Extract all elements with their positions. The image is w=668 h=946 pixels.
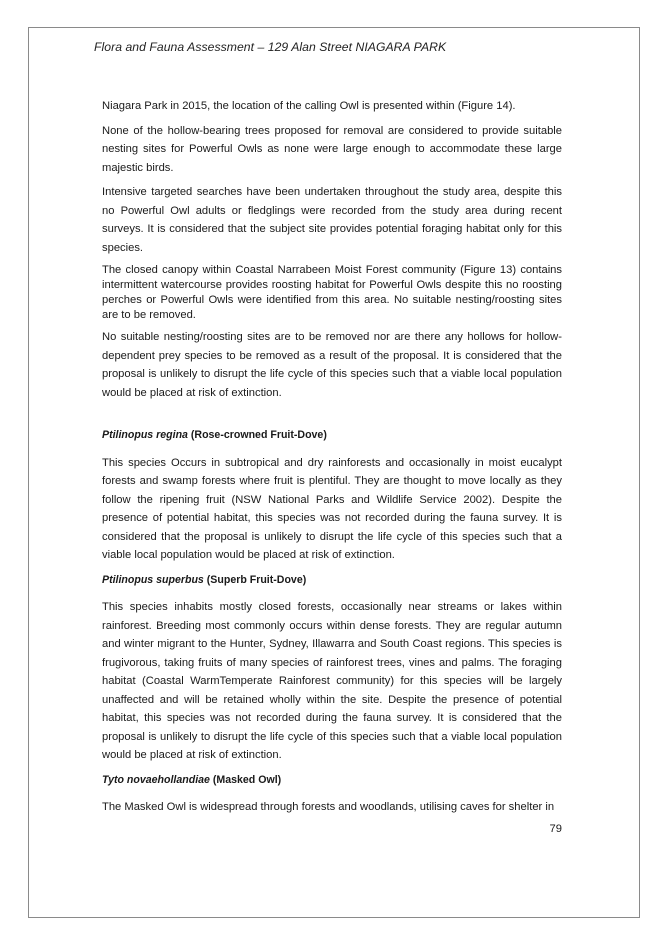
species-common-name: (Masked Owl) — [212, 773, 282, 786]
document-body — [102, 97, 562, 823]
document-header: Flora and Fauna Assessment – 129 Alan Street NIAGARA PARK — [94, 40, 447, 54]
body-paragraph: No suitable nesting/roosting sites are to be removed nor are there any hollows for hollow-dependent prey species to be removed as a result of the proposal. It is considered that the proposal is unlikely to disrupt the life cycle of this species such that a viable local population would be placed at risk of extinction. — [102, 331, 562, 399]
species-paragraph: This species inhabits mostly closed forests, occasionally near streams or lakes within rainforest. Breeding most commonly occurs within dense forests. They are regular autumn and winter migrant to the Hunter, Sydney, Illawarra and South Coast regions. This species is frugivorous, taking fruits of many species of rainforest trees, vines and palms. The foraging habitat (Coastal WarmTemperate Rainforest community) for this species will be largely unaffected and will be retained wholly within the site. Despite the presence of potential habitat, this species was not recorded during the fauna survey. It is considered that the proposal is unlikely to disrupt the life cycle of this species such that a viable local population would be placed at risk of extinction. — [102, 601, 562, 761]
body-paragraph: Niagara Park in 2015, the location of the calling Owl is presented within (Figure 14). — [102, 100, 516, 112]
body-paragraph: Intensive targeted searches have been undertaken throughout the study area, despite this no Powerful Owl adults or fledglings were recorded from the study area during recent surveys. It is considered that the subject site provides potential foraging habitat only for this species. — [102, 186, 562, 254]
page-number: 79 — [549, 823, 562, 835]
species-heading-superb-fruit-dove — [102, 571, 562, 590]
species-heading-rose-crowned-fruit-dove — [102, 426, 562, 445]
species-paragraph: This species Occurs in subtropical and dry rainforests and occasionally in moist eucalypt forests and swamp forests where fruit is plentiful. They are thought to move locally as they follow the ripening fruit (NSW National Parks and Wildlife Service 2002). Despite the presence of potential habitat, this species was not recorded during the fauna survey. It is considered that the proposal is unlikely to disrupt the life cycle of this species such that a viable local population would be placed at risk of extinction. — [102, 456, 562, 561]
body-paragraph: The closed canopy within Coastal Narrabeen Moist Forest community (Figure 13) contains intermittent watercourse provides roosting habitat for Powerful Owls despite this no roosting perches or Powerful Owls were identified from this area. No suitable nesting/roosting sites are to be removed. — [102, 264, 562, 321]
species-common-name: (Rose-crowned Fruit-Dove) — [190, 429, 327, 441]
species-scientific-name: Ptilinopus superbus — [102, 573, 204, 586]
species-scientific-name: Tyto novaehollandiae — [102, 773, 210, 786]
species-paragraph: The Masked Owl is widespread through forests and woodlands, utilising caves for shelter in — [102, 801, 555, 813]
species-heading-masked-owl — [102, 771, 562, 790]
species-scientific-name: Ptilinopus regina — [102, 429, 188, 441]
body-paragraph: None of the hollow-bearing trees proposed for removal are considered to provide suitable nesting sites for Powerful Owls as none were large enough to accommodate these large majestic birds. — [102, 124, 562, 174]
species-common-name: (Superb Fruit-Dove) — [206, 573, 307, 586]
